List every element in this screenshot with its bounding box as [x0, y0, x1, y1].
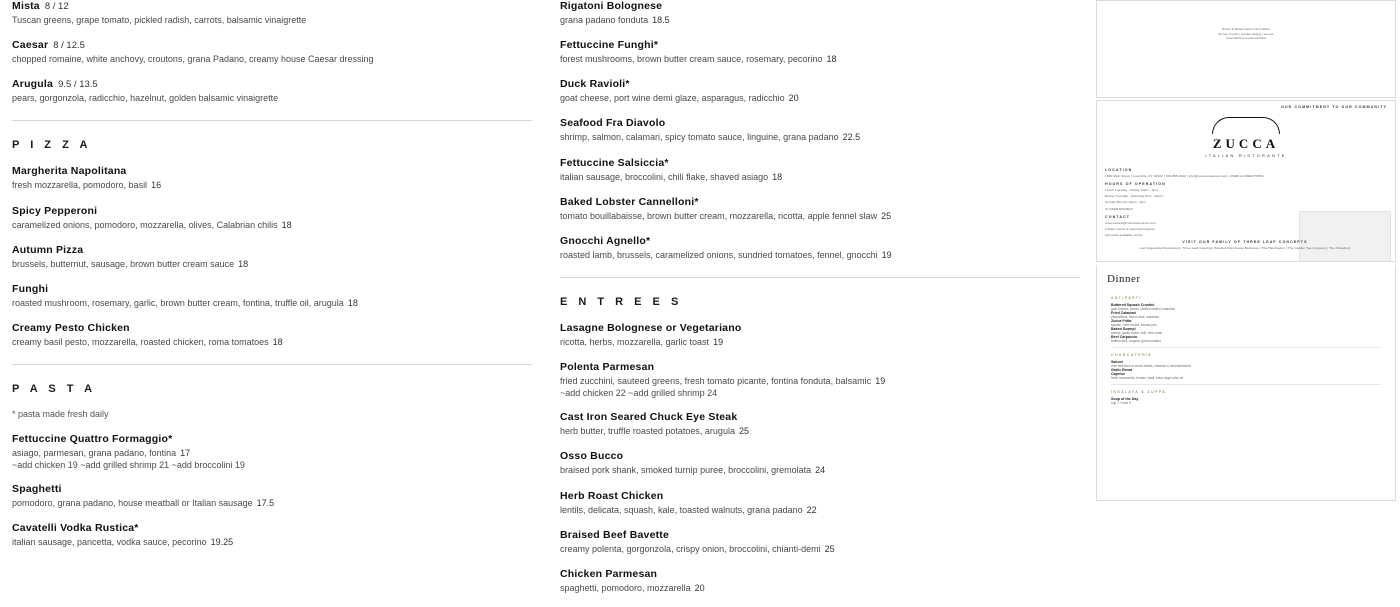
thumb-a-line-1: Hours & Reservation Information [1222, 27, 1270, 31]
item-name: Chicken Parmesan [560, 567, 658, 580]
thumb-a-line-2: dinner | lunch | private dining | events [1218, 31, 1274, 36]
item-name: Rigatoni Bolognese [560, 0, 663, 12]
item-desc-text: ricotta, herbs, mozzarella, garlic toast [560, 336, 710, 347]
item-price: 17.5 [256, 498, 275, 509]
item-description [12, 497, 532, 509]
item-price: 18 [772, 171, 783, 182]
item-description: Tuscan greens, grape tomato, pickled radish, carrots, balsamic vinaigrette [12, 15, 307, 25]
item-label: Mista [12, 0, 40, 12]
item-description [560, 249, 1080, 261]
menu-item [560, 78, 1080, 104]
menu-item [560, 568, 1080, 594]
section-label: CHARCUTERIE [1111, 353, 1153, 357]
hours-line-1: Lunch Tuesday - Friday 11am - 2pm [1105, 187, 1158, 192]
dinner-item-desc: shrimp, garlic butter, chili, herb toast [1111, 331, 1163, 335]
menu-item [12, 39, 532, 65]
item-description [560, 543, 1080, 555]
dinner-item-desc: peppadews, lemon aioli, marinara [1111, 315, 1159, 319]
item-description: pears, gorgonzola, radicchio, hazelnut, golden balsamic vinaigrette [12, 93, 279, 104]
item-desc-text: roasted mushroom, rosemary, garlic, brown butter cream, fontina, truffle oil, arugula [12, 297, 344, 308]
menu-item [560, 450, 1080, 476]
item-description [560, 425, 1080, 437]
location-label: LOCATION [1105, 168, 1133, 172]
item-price: 8 / 12 [44, 1, 69, 12]
item-price: 19 [875, 376, 886, 387]
family-heading: VISIT OUR FAMILY OF THREE LEAF CONCEPTS [1182, 240, 1308, 245]
menu-item [560, 39, 1080, 65]
thumbnail-dinner-page[interactable] [1096, 265, 1396, 501]
dinner-item-name: Zucca Fritta [1111, 319, 1132, 323]
menu-item [560, 0, 1080, 26]
item-desc-text: pomodoro, grana padano, house meatball or Italian sausage [12, 498, 253, 509]
item-name: Baked Lobster Cannelloni* [560, 195, 699, 208]
menu-item [560, 117, 1080, 143]
item-desc-text: forest mushrooms, brown butter cream sauce, rosemary, pecorino [560, 54, 823, 65]
item-description [12, 179, 532, 191]
item-description [12, 536, 532, 548]
dinner-item-desc: squash, herb ricotta, tomato jam [1111, 323, 1157, 327]
item-addons: ~add chicken 19 ~add grilled shrimp 21 ~add broccolini 19 [12, 460, 245, 471]
page-thumbnail-panel [1090, 0, 1400, 500]
item-desc-text: fried zucchini, sauteed greens, fresh tomato picante, fontina fonduta, balsamic [560, 376, 872, 387]
item-description [12, 219, 532, 231]
item-price: 22 [806, 504, 817, 515]
item-description [12, 258, 532, 270]
divider [560, 277, 1080, 278]
item-name: Duck Ravioli* [560, 78, 630, 91]
menu-item [12, 483, 532, 509]
item-description [12, 447, 532, 459]
item-price: 19 [713, 336, 724, 347]
contact-label: CONTACT [1105, 215, 1130, 220]
thumb-a-line-3: reservations recommended [1226, 36, 1266, 41]
item-desc-text: herb butter, truffle roasted potatoes, arugula [560, 426, 735, 437]
item-name: Autumn Pizza [12, 243, 84, 256]
item-name: Fettuccine Funghi* [560, 39, 659, 52]
menu-item [12, 522, 532, 548]
contact-line-1: reservations@zuccaristorante.com [1105, 220, 1156, 225]
item-description [560, 131, 1080, 143]
menu-item [560, 157, 1080, 183]
item-name: Cavatelli Vodka Rustica* [12, 522, 139, 535]
hours-line-4: CLOSED MONDAY [1105, 206, 1134, 211]
menu-item [560, 322, 1080, 348]
dinner-sections [1097, 296, 1395, 405]
item-price: 18 [826, 54, 837, 65]
item-description [12, 336, 532, 348]
item-desc-text: asiago, parmesan, grana padano, fontina [12, 448, 177, 459]
item-description: chopped romaine, white anchovy, croutons, grana Padano, creamy house Caesar dressing [12, 54, 374, 65]
item-price: 9.5 / 13.5 [58, 79, 98, 91]
menu-item [12, 283, 532, 309]
section-heading-pasta: P A S T A [12, 383, 97, 396]
item-name: Fettuccine Quattro Formaggio* [12, 433, 173, 446]
dinner-item-name: Salumi [1111, 360, 1123, 364]
image-placeholder [1299, 211, 1391, 262]
menu-item [12, 0, 532, 26]
item-price: 18 [238, 258, 249, 269]
item-label: Arugula [12, 78, 54, 91]
logo-tagline: ITALIAN RISTORANTE [1205, 153, 1287, 158]
item-price: 18 [281, 219, 292, 230]
item-desc-text: lentils, delicata, squash, kale, toasted walnuts, grana padano [560, 504, 803, 515]
section-label: ANTIPASTI [1111, 296, 1142, 300]
item-description [560, 92, 1080, 104]
menu-item [560, 490, 1080, 516]
item-desc-text: grana padano fonduta [560, 15, 649, 25]
menu-item [560, 196, 1080, 222]
item-description [560, 336, 1080, 348]
item-description [560, 14, 1080, 26]
item-name: Cast Iron Seared Chuck Eye Steak [560, 411, 738, 424]
thumbnail-hours-page[interactable] [1096, 0, 1396, 98]
menu-item [12, 433, 532, 470]
commitment-heading: OUR COMMITMENT TO OUR COMMUNITY [1281, 105, 1387, 109]
item-price: 20 [694, 582, 705, 593]
location-line: 1600 Main Street | Louisville, KY 40202 | 502.855.1622 | info@zuccarestaurant.com | PARK & DIRECTIONS [1105, 173, 1264, 178]
item-description [560, 53, 1080, 65]
item-description [560, 210, 1080, 222]
item-name: Gnocchi Agnello* [560, 234, 651, 247]
menu-item [12, 244, 532, 270]
item-price: 25 [824, 543, 835, 554]
item-name [12, 78, 532, 90]
divider [12, 120, 532, 121]
menu-item [560, 361, 1080, 398]
item-price: 19.25 [210, 537, 234, 548]
dinner-item-name: Fried Calamari [1111, 311, 1136, 315]
section-label: INSALATA & ZUPPA [1111, 390, 1167, 394]
item-price: 20 [788, 93, 799, 104]
item-name: Herb Roast Chicken [560, 489, 664, 502]
dinner-section [1111, 353, 1381, 380]
item-description [12, 297, 532, 309]
dinner-item-name: Caprese [1111, 372, 1126, 376]
dinner-item-desc: fresh mozzarella, tomato, basil, extra virgin olive oil [1111, 376, 1184, 380]
dinner-item-name: Beef Carpaccio [1111, 335, 1138, 339]
pasta-note: * pasta made fresh daily [12, 409, 109, 420]
item-name [12, 39, 532, 51]
logo-wordmark: ZUCCA [1212, 136, 1280, 151]
item-desc-text: creamy basil pesto, mozzarella, roasted chicken, roma tomatoes [12, 336, 269, 347]
item-price: 18.5 [652, 15, 670, 25]
item-name: Fettuccine Salsiccia* [560, 156, 669, 169]
dinner-section [1111, 390, 1381, 405]
family-line: Leaf Vegetarian Restaurant | Three Leaf Catering | Boodles Farmhouse Barbecue | The Hambledon | The Garden Tea Company | The Chandlery [1139, 246, 1351, 251]
divider [1111, 347, 1381, 348]
item-price: 25 [738, 426, 749, 437]
item-name: Braised Beef Bavette [560, 528, 670, 541]
item-desc-text: brussels, butternut, sausage, brown butter cream sauce [12, 258, 235, 269]
dinner-item-desc: goat cheese, pecan, pickled shallot, balsamic [1111, 307, 1175, 311]
dinner-section [1111, 296, 1381, 343]
dinner-item-desc: truffled aioli, arugula, grana padano [1111, 339, 1162, 343]
item-addons: ~add chicken 22 ~add grilled shrimp 24 [560, 388, 718, 399]
dinner-item-desc: cup 7 / bowl 9 [1111, 401, 1131, 405]
item-description [560, 375, 1080, 387]
item-price: 18 [347, 297, 358, 308]
menu-item [12, 165, 532, 191]
item-desc-text: roasted lamb, brussels, caramelized onions, sundried tomatoes, fennel, gnocchi [560, 249, 878, 260]
dinner-item-name: Garlic Bread [1111, 368, 1133, 372]
item-description [560, 582, 1080, 594]
item-desc-text: braised pork shank, smoked turnip puree, broccolini, gremolata [560, 465, 812, 476]
item-name: Polenta Parmesan [560, 361, 655, 374]
divider [12, 364, 532, 365]
item-price: 25 [881, 210, 892, 221]
section-heading-pizza: P I Z Z A [12, 139, 92, 152]
dinner-item-name: Soup of the Day [1111, 397, 1139, 401]
item-price: 16 [151, 180, 162, 191]
item-name: Spaghetti [12, 483, 62, 496]
menu-item [560, 235, 1080, 261]
menu-item [560, 411, 1080, 437]
menu-column-middle [560, 0, 1080, 607]
item-description [560, 171, 1080, 183]
item-desc-text: goat cheese, port wine demi glaze, asparagus, radicchio [560, 93, 785, 104]
menu-item [12, 322, 532, 348]
logo-arc-icon [1212, 117, 1280, 134]
item-name: Seafood Fra Diavolo [560, 117, 666, 130]
item-name: Funghi [12, 282, 49, 295]
menu-item [12, 205, 532, 231]
menu-item [12, 78, 532, 104]
section-heading-entrees: E N T R E E S [560, 295, 683, 308]
item-price: 17 [180, 448, 191, 459]
item-name: Lasagne Bolognese or Vegetariano [560, 321, 742, 334]
item-price: 24 [815, 465, 826, 476]
thumbnail-info-page[interactable] [1096, 100, 1396, 262]
item-desc-text: italian sausage, pancetta, vodka sauce, pecorino [12, 537, 207, 548]
item-description [560, 464, 1080, 476]
item-name: Spicy Pepperoni [12, 204, 98, 217]
item-desc-text: spaghetti, pomodoro, mozzarella [560, 582, 691, 593]
hours-line-2: Dinner Tuesday - Saturday 5pm - 10pm [1105, 194, 1163, 199]
item-price: 19 [881, 249, 892, 260]
item-desc-text: caramelized onions, pomodoro, mozzarella, olives, Calabrian chilis [12, 219, 278, 230]
menu-column-left [12, 0, 532, 562]
contact-line-3: gift cards available online [1105, 233, 1143, 238]
hours-label: HOURS OF OPERATION [1105, 182, 1166, 187]
item-desc-text: italian sausage, broccolini, chili flake, shaved asiago [560, 171, 769, 182]
contact-line-2: private events & catering inquiries [1105, 227, 1155, 231]
dinner-title: Dinner [1107, 273, 1141, 285]
item-desc-text: creamy polenta, gorgonzola, crispy onion, broccolini, chianti-demi [560, 543, 821, 554]
dinner-item-name: Baked Scampi [1111, 327, 1136, 331]
item-label: Caesar [12, 39, 49, 52]
item-name: Osso Bucco [560, 450, 624, 463]
item-desc-text: shrimp, salmon, calamari, spicy tomato sauce, linguine, grana padano [560, 132, 839, 143]
item-price: 18 [272, 336, 283, 347]
item-desc-text: tomato bouillabaisse, brown butter cream, mozzarella, ricotta, apple fennel slaw [560, 210, 878, 221]
divider [1111, 384, 1381, 385]
item-description [560, 504, 1080, 516]
dinner-item-desc: chef selection of cured meats, cheeses & accoutrements [1111, 364, 1191, 368]
zucca-logo [1097, 109, 1395, 158]
item-name: Creamy Pesto Chicken [12, 321, 130, 334]
item-name [12, 0, 532, 12]
item-price: 22.5 [842, 132, 861, 143]
dinner-item-name: Buttered Squash Crostini [1111, 303, 1155, 307]
item-price: 8 / 12.5 [53, 40, 85, 52]
menu-item [560, 529, 1080, 555]
item-desc-text: fresh mozzarella, pomodoro, basil [12, 180, 148, 191]
family-concepts [1105, 240, 1385, 251]
hours-line-3: Sunday Brunch 10am - 3pm [1105, 200, 1146, 205]
item-name: Margherita Napolitana [12, 165, 127, 178]
info-block [1097, 158, 1295, 238]
